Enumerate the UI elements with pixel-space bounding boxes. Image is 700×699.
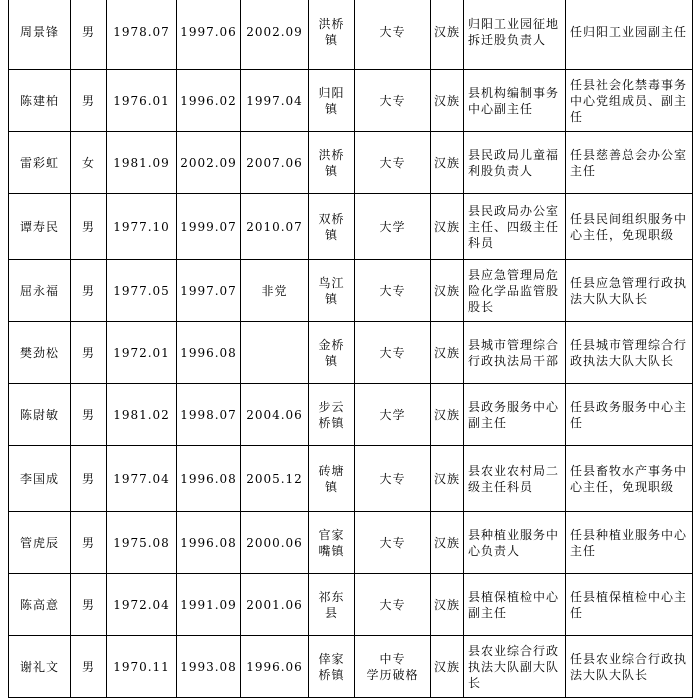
work-start-date-cell (177, 0, 241, 70)
ethnicity-text: 汉族 (433, 345, 460, 360)
table-row (9, 446, 693, 512)
current-position-cell (464, 446, 566, 512)
proposed-position-text: 任县民间组织服务中心主任，免现职级 (570, 211, 688, 242)
gender-text: 男 (81, 597, 95, 612)
ethnicity-text: 汉族 (433, 659, 460, 674)
work-start-date-text: 2002.09 (180, 155, 237, 170)
native-place-cell (309, 260, 355, 322)
native-place-cell (309, 512, 355, 574)
gender-cell (71, 512, 107, 574)
name-text: 谭寿民 (19, 219, 59, 234)
name-cell (9, 322, 71, 384)
name-cell (9, 132, 71, 194)
work-start-date-text: 1996.08 (180, 345, 237, 360)
birth-date-cell (107, 0, 177, 70)
native-place-text: 倖家桥镇 (318, 651, 345, 682)
ethnicity-cell (431, 512, 464, 574)
native-place-cell (309, 446, 355, 512)
table-body (9, 0, 693, 698)
name-text: 陈建柏 (19, 93, 59, 108)
education-text: 大专 (379, 471, 406, 486)
work-start-date-text: 1997.06 (180, 25, 237, 39)
proposed-position-cell (566, 636, 693, 698)
ethnicity-cell (431, 446, 464, 512)
name-cell (9, 194, 71, 260)
gender-text: 男 (81, 93, 95, 108)
ethnicity-cell (431, 260, 464, 322)
education-text: 大专 (379, 535, 406, 550)
work-start-date-text: 1993.08 (180, 659, 237, 674)
party-join-date-cell (241, 322, 309, 384)
current-position-text: 县农业农村局二级主任科员 (468, 463, 560, 494)
gender-text: 男 (81, 407, 95, 422)
education-cell (355, 512, 431, 574)
name-cell (9, 0, 71, 70)
table-row (9, 0, 693, 70)
birth-date-text: 1972.04 (113, 597, 170, 612)
proposed-position-text: 任县社会化禁毒事务中心党组成员、副主任 (570, 77, 688, 124)
current-position-cell (464, 0, 566, 70)
party-join-date-text: 2007.06 (246, 155, 303, 170)
party-join-date-cell (241, 512, 309, 574)
proposed-position-text: 任县城市管理综合行政执法大队大队长 (570, 337, 688, 368)
native-place-text: 步云桥镇 (318, 399, 345, 430)
education-cell (355, 70, 431, 132)
party-join-date-cell (241, 132, 309, 194)
native-place-text: 鸟江镇 (318, 275, 345, 306)
birth-date-text: 1972.01 (113, 345, 170, 360)
work-start-date-text: 1999.07 (180, 219, 237, 234)
ethnicity-cell (431, 132, 464, 194)
name-cell (9, 384, 71, 446)
birth-date-text: 1977.10 (113, 219, 170, 234)
native-place-cell (309, 574, 355, 636)
birth-date-text: 1978.07 (113, 25, 170, 39)
name-cell (9, 70, 71, 132)
current-position-text: 县城市管理综合行政执法局干部 (468, 337, 560, 368)
table-row (9, 384, 693, 446)
education-cell (355, 0, 431, 70)
gender-text: 男 (81, 659, 95, 674)
current-position-cell (464, 194, 566, 260)
gender-text: 男 (81, 25, 95, 39)
ethnicity-cell (431, 70, 464, 132)
name-text: 周景锋 (19, 25, 59, 39)
proposed-position-cell (566, 322, 693, 384)
birth-date-text: 1976.01 (113, 93, 170, 108)
work-start-date-cell (177, 636, 241, 698)
cadre-appointment-table (8, 0, 693, 698)
proposed-position-cell (566, 260, 693, 322)
gender-text: 男 (81, 219, 95, 234)
party-join-date-cell (241, 384, 309, 446)
native-place-cell (309, 70, 355, 132)
party-join-date-cell (241, 70, 309, 132)
party-join-date-text: 2000.06 (246, 535, 303, 550)
party-join-date-text: 2002.09 (246, 25, 303, 39)
party-join-date-text: 非党 (261, 283, 288, 298)
proposed-position-cell (566, 446, 693, 512)
ethnicity-text: 汉族 (433, 155, 460, 170)
proposed-position-text: 任县植保植检中心主任 (570, 589, 688, 620)
ethnicity-text: 汉族 (433, 535, 460, 550)
work-start-date-text: 1996.08 (180, 535, 237, 550)
current-position-cell (464, 384, 566, 446)
name-cell (9, 260, 71, 322)
ethnicity-cell (431, 0, 464, 70)
name-cell (9, 574, 71, 636)
native-place-cell (309, 322, 355, 384)
ethnicity-cell (431, 322, 464, 384)
proposed-position-cell (566, 0, 693, 70)
gender-cell (71, 446, 107, 512)
work-start-date-cell (177, 384, 241, 446)
cadre-table-container (8, 0, 693, 698)
current-position-text: 县民政局办公室主任、四级主任科员 (468, 203, 560, 250)
native-place-text: 砖塘镇 (318, 463, 345, 494)
proposed-position-cell (566, 574, 693, 636)
birth-date-cell (107, 384, 177, 446)
work-start-date-cell (177, 322, 241, 384)
table-row (9, 636, 693, 698)
party-join-date-cell (241, 446, 309, 512)
proposed-position-cell (566, 512, 693, 574)
name-text: 李国成 (19, 471, 59, 486)
native-place-cell (309, 132, 355, 194)
current-position-text: 县农业综合行政执法大队副大队长 (468, 643, 560, 690)
birth-date-text: 1970.11 (113, 659, 170, 674)
education-cell (355, 260, 431, 322)
education-text: 大专 (379, 155, 406, 170)
native-place-text: 洪桥镇 (318, 17, 345, 47)
work-start-date-text: 1996.08 (180, 471, 237, 486)
native-place-text: 洪桥镇 (318, 147, 345, 178)
work-start-date-text: 1991.09 (180, 597, 237, 612)
birth-date-cell (107, 636, 177, 698)
table-row (9, 132, 693, 194)
name-cell (9, 512, 71, 574)
party-join-date-text: 2005.12 (246, 471, 303, 486)
current-position-cell (464, 260, 566, 322)
ethnicity-cell (431, 636, 464, 698)
name-text: 陈尉敏 (19, 407, 59, 422)
gender-text: 女 (81, 155, 95, 170)
native-place-text: 官家嘴镇 (318, 527, 345, 558)
education-cell (355, 132, 431, 194)
ethnicity-cell (431, 194, 464, 260)
education-text: 大专 (379, 93, 406, 108)
birth-date-cell (107, 512, 177, 574)
gender-cell (71, 194, 107, 260)
education-cell (355, 636, 431, 698)
current-position-text: 县植保植检中心副主任 (468, 589, 560, 620)
name-text: 雷彩虹 (19, 155, 59, 170)
birth-date-text: 1975.08 (113, 535, 170, 550)
gender-text: 男 (81, 471, 95, 486)
party-join-date-cell (241, 574, 309, 636)
education-text: 大专 (379, 283, 406, 298)
native-place-text: 金桥镇 (318, 337, 345, 368)
birth-date-cell (107, 322, 177, 384)
current-position-cell (464, 132, 566, 194)
proposed-position-text: 任县农业综合行政执法大队大队长 (570, 651, 688, 682)
name-text: 屈永福 (19, 283, 59, 298)
table-row (9, 512, 693, 574)
party-join-date-cell (241, 636, 309, 698)
gender-cell (71, 322, 107, 384)
party-join-date-text: 1997.04 (246, 93, 303, 108)
education-cell (355, 322, 431, 384)
work-start-date-text: 1997.07 (180, 283, 237, 298)
education-cell (355, 446, 431, 512)
birth-date-text: 1981.02 (113, 407, 170, 422)
party-join-date-cell (241, 0, 309, 70)
current-position-cell (464, 512, 566, 574)
gender-cell (71, 636, 107, 698)
party-join-date-text: 2001.06 (246, 597, 303, 612)
current-position-text: 县机构编制事务中心副主任 (468, 85, 560, 116)
gender-cell (71, 70, 107, 132)
work-start-date-text: 1998.07 (180, 407, 237, 422)
name-text: 陈高意 (19, 597, 59, 612)
proposed-position-cell (566, 384, 693, 446)
gender-text: 男 (81, 345, 95, 360)
birth-date-text: 1977.05 (113, 283, 170, 298)
birth-date-cell (107, 574, 177, 636)
name-text: 管虎辰 (19, 535, 59, 550)
proposed-position-text: 任县政务服务中心主任 (570, 399, 688, 430)
current-position-cell (464, 574, 566, 636)
work-start-date-cell (177, 574, 241, 636)
ethnicity-cell (431, 384, 464, 446)
gender-text: 男 (81, 535, 95, 550)
party-join-date-text: 2010.07 (246, 219, 303, 234)
party-join-date-text: 1996.06 (246, 659, 303, 674)
current-position-text: 县种植业服务中心负责人 (468, 527, 560, 558)
gender-cell (71, 132, 107, 194)
gender-text: 男 (81, 283, 95, 298)
birth-date-cell (107, 194, 177, 260)
proposed-position-text: 任县种植业服务中心主任 (570, 527, 688, 558)
birth-date-cell (107, 132, 177, 194)
ethnicity-text: 汉族 (433, 93, 460, 108)
work-start-date-cell (177, 446, 241, 512)
work-start-date-cell (177, 70, 241, 132)
native-place-cell (309, 384, 355, 446)
proposed-position-text: 任归阳工业园副主任 (570, 25, 688, 39)
education-cell (355, 194, 431, 260)
gender-cell (71, 0, 107, 70)
current-position-cell (464, 70, 566, 132)
party-join-date-text: 2004.06 (246, 407, 303, 422)
ethnicity-text: 汉族 (433, 25, 460, 39)
education-text: 大学 (379, 407, 406, 422)
education-text: 大专 (379, 25, 406, 39)
current-position-cell (464, 636, 566, 698)
birth-date-cell (107, 260, 177, 322)
ethnicity-text: 汉族 (433, 471, 460, 486)
party-join-date-cell (241, 194, 309, 260)
work-start-date-cell (177, 260, 241, 322)
name-cell (9, 446, 71, 512)
work-start-date-cell (177, 194, 241, 260)
proposed-position-cell (566, 132, 693, 194)
current-position-text: 县政务服务中心副主任 (468, 399, 560, 430)
work-start-date-cell (177, 132, 241, 194)
table-row (9, 322, 693, 384)
birth-date-cell (107, 446, 177, 512)
birth-date-text: 1977.04 (113, 471, 170, 486)
proposed-position-text: 任县畜牧水产事务中心主任，免现职级 (570, 463, 688, 494)
current-position-cell (464, 322, 566, 384)
current-position-text: 县民政局儿童福利股负责人 (468, 147, 560, 178)
birth-date-cell (107, 70, 177, 132)
education-text: 大学 (379, 219, 406, 234)
gender-cell (71, 384, 107, 446)
table-row (9, 260, 693, 322)
proposed-position-cell (566, 70, 693, 132)
native-place-text: 双桥镇 (318, 211, 345, 242)
name-cell (9, 636, 71, 698)
ethnicity-text: 汉族 (433, 219, 460, 234)
education-text: 大专 (379, 345, 406, 360)
gender-cell (71, 260, 107, 322)
birth-date-text: 1981.09 (113, 155, 170, 170)
education-text: 大专 (379, 597, 406, 612)
name-text: 樊劲松 (19, 345, 59, 360)
table-row (9, 70, 693, 132)
name-text: 谢礼文 (19, 659, 59, 674)
proposed-position-text: 任县应急管理行政执法大队大队长 (570, 275, 688, 306)
work-start-date-text: 1996.02 (180, 93, 237, 108)
native-place-text: 祁东县 (318, 589, 345, 620)
party-join-date-cell (241, 260, 309, 322)
current-position-text: 归阳工业园征地拆迁股负责人 (468, 17, 560, 47)
education-cell (355, 574, 431, 636)
table-row (9, 574, 693, 636)
current-position-text: 县应急管理局危险化学品监管股股长 (468, 267, 560, 314)
proposed-position-cell (566, 194, 693, 260)
education-cell (355, 384, 431, 446)
proposed-position-text: 任县慈善总会办公室主任 (570, 147, 688, 178)
gender-cell (71, 574, 107, 636)
native-place-cell (309, 194, 355, 260)
work-start-date-cell (177, 512, 241, 574)
ethnicity-text: 汉族 (433, 597, 460, 612)
education-text: 中专 学历破格 (366, 651, 419, 682)
ethnicity-text: 汉族 (433, 407, 460, 422)
ethnicity-text: 汉族 (433, 283, 460, 298)
native-place-cell (309, 0, 355, 70)
ethnicity-cell (431, 574, 464, 636)
native-place-text: 归阳镇 (318, 85, 345, 116)
table-row (9, 194, 693, 260)
native-place-cell (309, 636, 355, 698)
